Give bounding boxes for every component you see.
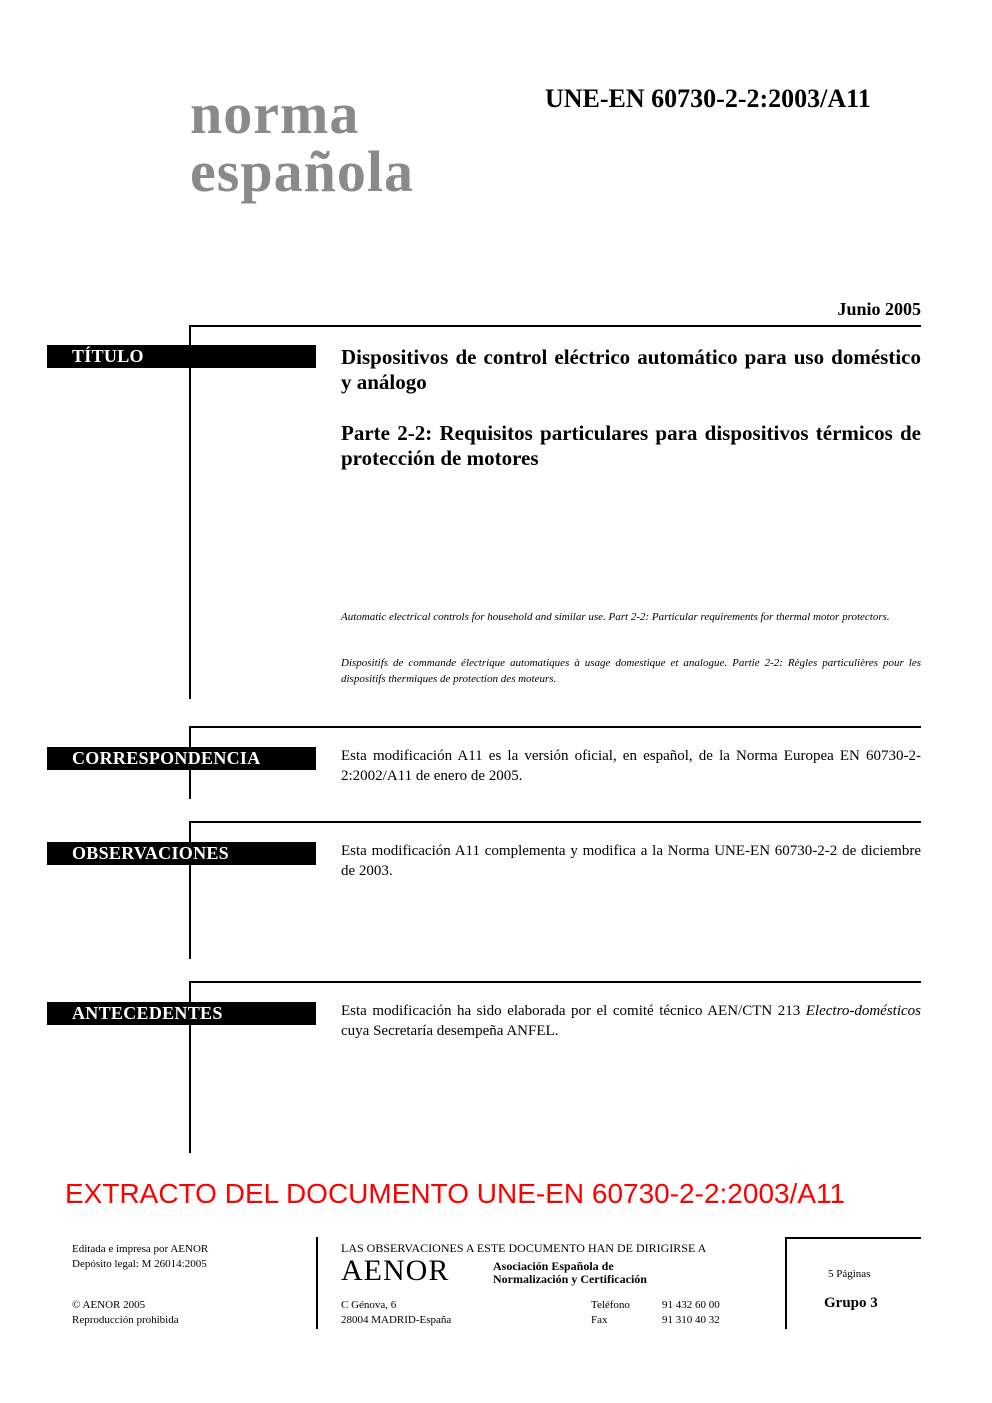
section-label-antecedentes: ANTECEDENTES (47, 1002, 316, 1025)
antecedentes-text-end: cuya Secretaría desempeña ANFEL. (341, 1023, 559, 1039)
section-divider (189, 726, 921, 728)
footer-group: Grupo 3 (824, 1295, 878, 1311)
brand-title-line2: española (190, 139, 414, 204)
footer-observations-to: LAS OBSERVACIONES A ESTE DOCUMENTO HAN DE DIRIGIRSE A (341, 1241, 707, 1255)
section-label-observaciones: OBSERVACIONES (47, 842, 316, 865)
footer-phone-label: Teléfono (591, 1299, 630, 1311)
footer-box-left-rule (785, 1237, 787, 1329)
section-vertical-rule (189, 325, 191, 699)
section-label-correspondencia: CORRESPONDENCIA (47, 747, 316, 770)
correspondencia-text: Esta modificación A11 es la versión oficial, en español, de la Norma Europea EN 60730-2-2:2002/A11 de enero de 2005. (341, 748, 921, 784)
title-french: Dispositifs de commande électrique automatiques à usage domestique et analogue. Partie 2-2: Règles particulières pour les dispositifs thermiques de protection des moteurs. (341, 657, 921, 685)
extract-notice: EXTRACTO DEL DOCUMENTO UNE-EN 60730-2-2:2003/A11 (65, 1178, 846, 1209)
footer-address-line1: C Génova, 6 (341, 1299, 397, 1311)
title-english: Automatic electrical controls for household and similar use. Part 2-2: Particular requirements for thermal motor protectors. (341, 611, 890, 623)
document-title: Dispositivos de control eléctrico automático para uso doméstico y análogo (341, 345, 921, 394)
footer-reproduction: Reproducción prohibida (72, 1314, 179, 1326)
org-name-line2: Normalización y Certificación (493, 1272, 647, 1286)
footer-address-line2: 28004 MADRID-España (341, 1314, 452, 1326)
section-divider (189, 981, 921, 983)
committee-name: Electro-domésticos (805, 1003, 921, 1019)
document-subtitle: Parte 2-2: Requisitos particulares para dispositivos térmicos de protección de motores (341, 421, 921, 470)
footer-fax: 91 310 40 32 (662, 1314, 720, 1326)
footer-divider (316, 1237, 318, 1329)
aenor-logo: AENOR (341, 1254, 450, 1287)
brand-title-line1: norma (190, 81, 360, 146)
footer-pages: 5 Páginas (828, 1268, 871, 1280)
footer-edited-by: Editada e impresa por AENOR (72, 1243, 209, 1255)
footer-fax-label: Fax (591, 1314, 608, 1326)
section-divider (189, 821, 921, 823)
section-divider (189, 325, 921, 327)
publication-date: Junio 2005 (837, 299, 921, 319)
footer-legal-deposit: Depósito legal: M 26014:2005 (72, 1258, 207, 1270)
section-label-titulo: TÍTULO (47, 345, 316, 368)
footer-box-top-rule (785, 1237, 921, 1239)
antecedentes-text (341, 1001, 921, 1041)
footer-copyright: © AENOR 2005 (72, 1299, 146, 1311)
observaciones-text: Esta modificación A11 complementa y modifica a la Norma UNE-EN 60730-2-2 de diciembre de 2003. (341, 843, 921, 879)
org-name (493, 1260, 647, 1286)
antecedentes-text-start: Esta modificación ha sido elaborada por el comité técnico AEN/CTN 213 (341, 1003, 806, 1019)
standard-code: UNE-EN 60730-2-2:2003/A11 (545, 84, 871, 113)
org-name-line1: Asociación Española de (493, 1259, 614, 1273)
footer-phone: 91 432 60 00 (662, 1299, 720, 1311)
